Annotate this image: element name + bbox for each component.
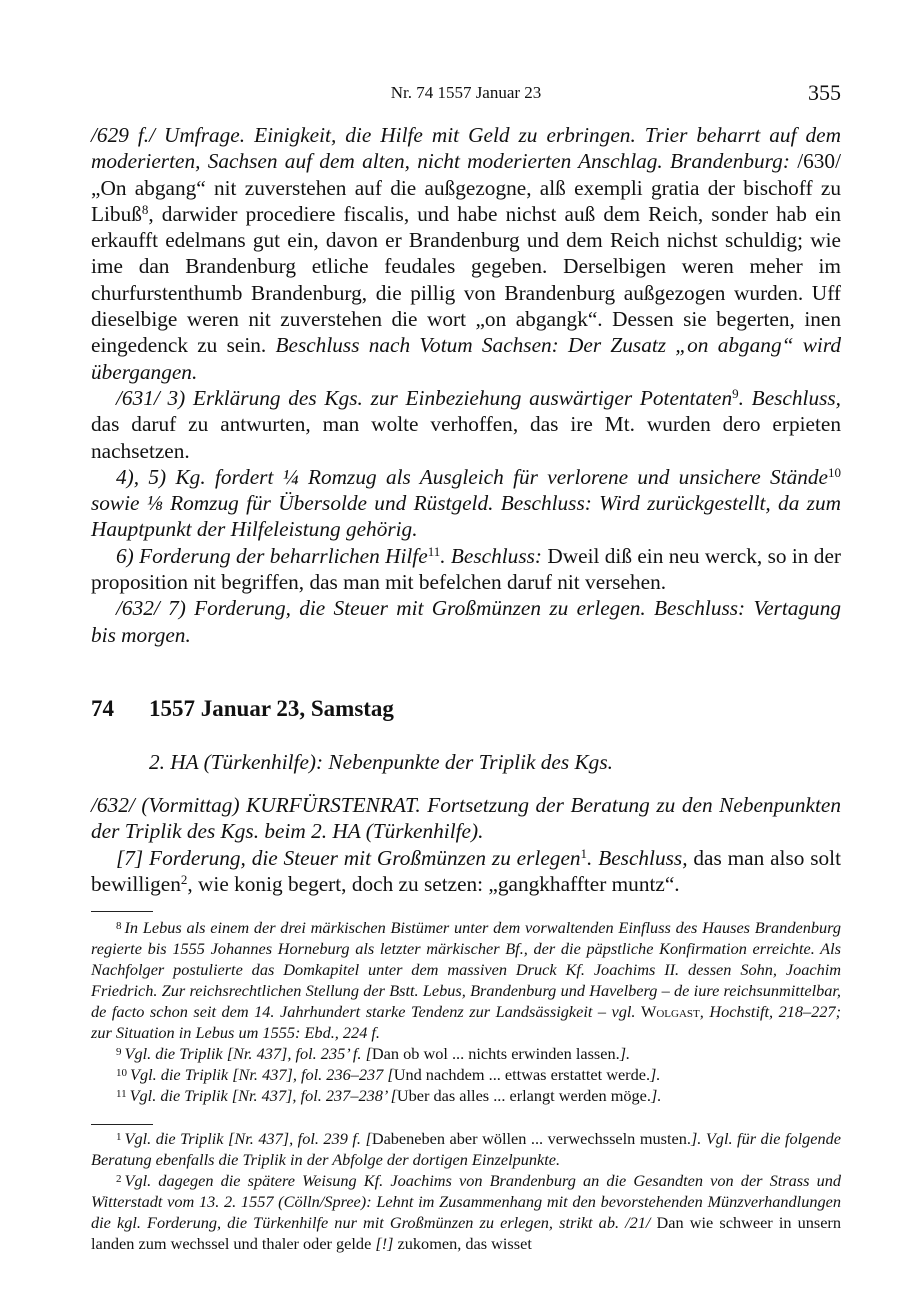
footnote-ref-11[interactable]: 11 xyxy=(427,543,441,559)
italic-summary: 4), 5) Kg. fordert ¼ Romzug als Ausgleich für verlorene und unsichere Stände xyxy=(116,464,828,489)
quote-text: , darwider procediere fiscalis, und habe nichst auß dem Reich, sonder hab ein erkaufft edelmans gut ein, davon er Brandenburg und dem Reich nichst schuldig; wie ime dan Brandenburg etliche feudales gegeben. Derselbigen weren meher im churfurstenthumb Brandenburg, die pillig von Brandenburg außgezogen wurden. Uff dieselbige weren nit zuverstehen die wort „on abgangk“. Dessen sie begerten, inen eingedenck zu sein. xyxy=(91,201,841,358)
footnote-ref-1[interactable]: 1 xyxy=(580,845,588,861)
footnote-1 xyxy=(91,1128,841,1170)
page-number: 355 xyxy=(808,80,841,105)
footnote-ref-text: ]. xyxy=(619,1044,631,1063)
footnote-ref-text: ]. xyxy=(650,1086,662,1105)
footnote-text: In Lebus als einem der drei märkischen Bistümer unter dem vorwaltenden Einfluss des Hauses Brandenburg regierte bis 1555 Johannes Horneburg als letzter märkischer Bf., der die päpstliche Konfirmation erreichte. Als Nachfolger postulierte das Domkapitel unter dem massiven Druck Kf. Joachims II. dessen Sohn, Joachim Friedrich. Zur reichsrechtlichen Stellung der Bstt. Lebus, Brandenburg und Havelberg – de iure reichsunmittelbar, de facto schon seit dem 14. Jahrhundert starke Tendenz zur Landsässigkeit – vgl. xyxy=(91,918,841,1021)
footnote-quote: Dan wie schweer in unsern landen zum wechssel und thaler oder gelde xyxy=(91,1213,841,1253)
quote-text: das man also solt bewilligen xyxy=(91,845,841,896)
quote-text: Dweil diß ein neu werck, so in der proposition nit begriffen, das man mit befelchen daruf nit versehen. xyxy=(91,543,842,595)
footnote-ref-8[interactable]: 8 xyxy=(141,201,149,217)
footnotes-numbered xyxy=(91,917,841,1106)
section-title: 1557 Januar 23, Samstag xyxy=(149,696,394,721)
italic-resolution: Beschluss nach Votum Sachsen: Der Zusatz „on abgang“ wird übergangen. xyxy=(91,333,841,384)
italic-resolution-label: . Beschluss: xyxy=(440,543,542,568)
footnote-quote: Uber das alles ... erlangt werden möge. xyxy=(396,1086,651,1105)
footnote-ref-9[interactable]: 9 xyxy=(732,385,739,401)
quote-text: das daruf zu antwurten, man wolte verhoffen, das ire Mt. wurden dero erpieten nachsetzen. xyxy=(91,412,841,463)
page-header xyxy=(91,80,841,106)
footnote-11 xyxy=(91,1085,841,1106)
footnote-number: 11 xyxy=(116,1088,127,1100)
footnote-quote: Dabeneben aber wöllen ... verwechsseln musten. xyxy=(371,1129,691,1148)
footnote-text: , Hochstift, 218–227; zur Situation in Lebus um 1555: Ebd., 224 f. xyxy=(91,1002,841,1042)
footnote-number: 1 xyxy=(116,1131,122,1143)
italic-summary: sowie ⅛ Romzug für Übersolde und Rüstgeld. Beschluss: Wird zurückgestellt, da zum Hauptpunkt der Hilfeleistung gehörig. xyxy=(91,491,841,542)
footnote-ref-text: Vgl. die Triplik [Nr. 437], fol. 237–238’ [ xyxy=(129,1086,397,1105)
running-title: Nr. 74 1557 Januar 23 xyxy=(390,83,542,102)
footnotes-section xyxy=(91,1128,841,1254)
quote-text: /630/ „On abgang“ nit zuverstehen auf die außgezogne, alß exempli gratia der bischoff zu Libuß xyxy=(91,149,841,226)
footnote-8 xyxy=(91,917,841,1043)
footnote-quote: Und nachdem ... ettwas erstattet werde. xyxy=(393,1065,651,1084)
main-text xyxy=(91,122,841,648)
footnote-quote: Dan ob wol ... nichts erwinden lassen. xyxy=(371,1044,620,1063)
paragraph-point-7-resolution xyxy=(91,845,841,898)
italic-summary: [7] Forderung, die Steuer mit Großmünzen zu erlegen xyxy=(116,845,581,870)
italic-summary: 6) Forderung der beharrlichen Hilfe xyxy=(116,543,428,568)
footnote-ref-10[interactable]: 10 xyxy=(828,464,841,480)
footnote-number: 10 xyxy=(116,1067,127,1079)
author-name: Wolgast xyxy=(640,1002,700,1021)
italic-summary: /632/ (Vormittag) KURFÜRSTENRAT. Fortsetzung der Beratung zu den Nebenpunkten der Triplik des Kgs. beim 2. HA (Türkenhilfe). xyxy=(91,793,841,844)
footnote-ref-text: Vgl. die Triplik [Nr. 437], fol. 235’ f. [ xyxy=(124,1044,372,1063)
footnote-rule xyxy=(91,1124,153,1125)
paragraph-point-6 xyxy=(91,543,841,596)
paragraph-point-7 xyxy=(91,595,841,648)
paragraph-kurfuerstenrat xyxy=(91,792,841,845)
paragraph-umfrage xyxy=(91,122,841,385)
footnote-number: 9 xyxy=(116,1046,122,1058)
italic-resolution-label: . Beschluss, xyxy=(738,385,841,410)
section-text xyxy=(91,792,841,897)
footnote-10 xyxy=(91,1064,841,1085)
footnote-ref-text: Vgl. die Triplik [Nr. 437], fol. 236–237 [ xyxy=(130,1065,394,1084)
section-number: 74 xyxy=(91,696,114,721)
footnote-2 xyxy=(91,1170,841,1254)
footnote-ref-text: ]. Vgl. für die folgende Beratung ebenfalls die Triplik in der Abfolge der dortigen Einzelpunkte. xyxy=(91,1129,842,1169)
footnote-number: 8 xyxy=(116,920,122,932)
italic-summary: /631/ 3) Erklärung des Kgs. zur Einbeziehung auswärtiger Potentaten xyxy=(116,385,733,410)
footnote-ref-2[interactable]: 2 xyxy=(180,871,188,887)
paragraph-point-3 xyxy=(91,385,841,464)
footnote-ref-text: Vgl. die Triplik [Nr. 437], fol. 239 f. [ xyxy=(124,1129,372,1148)
footnote-text: Vgl. dagegen die spätere Weisung Kf. Joachims von Brandenburg an die Gesandten von der Strass und Witterstadt vom 13. 2. 1557 (Cölln/Spree): Lehnt im Zusammenhang mit den bevorstehenden Münzverhandlungen die kgl. Forderung, die Türkenhilfe nur mit Großmünzen zu erlegen, strikt ab. /21/ xyxy=(91,1171,841,1232)
editorial-mark: [!] xyxy=(375,1234,394,1253)
footnote-quote: zukomen, das wisset xyxy=(393,1234,532,1253)
footnote-ref-text: ]. xyxy=(650,1065,661,1084)
footnote-9 xyxy=(91,1043,841,1064)
italic-summary: /629 f./ Umfrage. Einigkeit, die Hilfe mit Geld zu erbringen. Trier beharrt auf dem moderierten, Sachsen auf dem alten, nicht moderierten Anschlag. Brandenburg: xyxy=(91,123,841,174)
section-subtitle: 2. HA (Türkenhilfe): Nebenpunkte der Triplik des Kgs. xyxy=(149,750,613,774)
footnote-number: 2 xyxy=(116,1173,122,1185)
footnote-rule xyxy=(91,911,153,912)
paragraph-point-4-5 xyxy=(91,464,841,543)
quote-text: , wie konig begert, doch zu setzen: „gangkhaffter muntz“. xyxy=(187,871,680,896)
italic-summary: /632/ 7) Forderung, die Steuer mit Großmünzen zu erlegen. Beschluss: Vertagung bis morgen. xyxy=(91,596,841,647)
italic-resolution-label: . Beschluss, xyxy=(587,845,688,870)
